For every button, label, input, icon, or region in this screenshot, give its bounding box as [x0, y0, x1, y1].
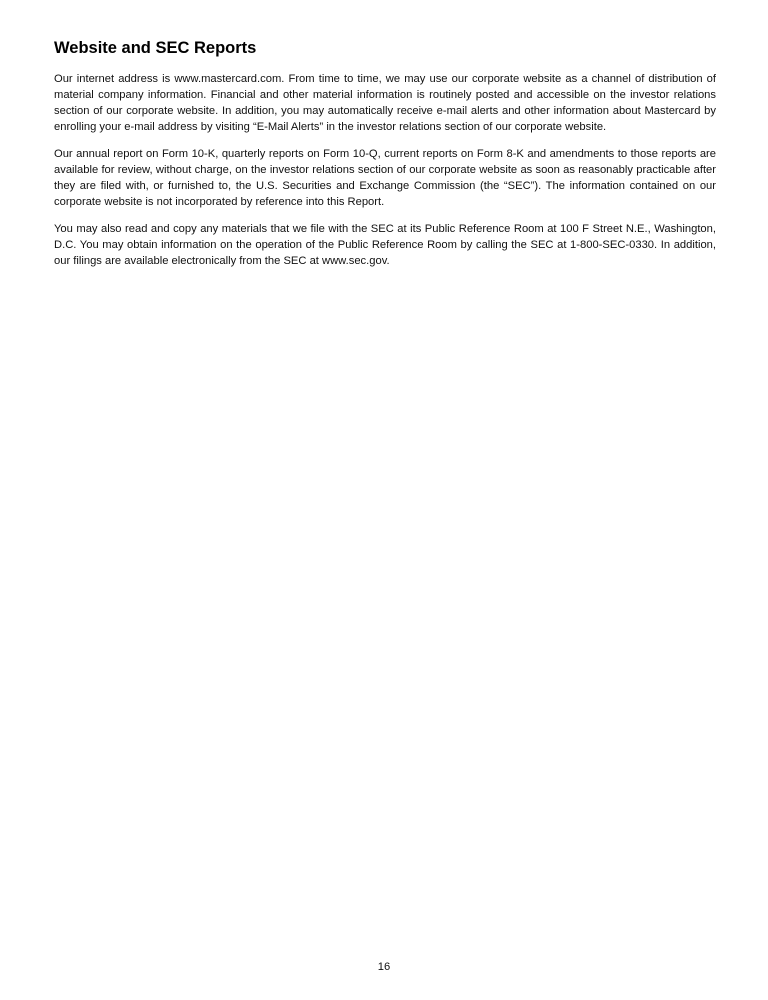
paragraph-public-reference-room: You may also read and copy any materials that we file with the SEC at its Public Reference Room at 100 F Street N.E., Washington, D.C. You may obtain information on the operation of the Public Reference Room by calling the SEC at 1-800-SEC-0330. In addition, our filings are available electronically from the SEC at www.sec.gov.	[54, 223, 716, 267]
page-number: 16	[377, 961, 391, 973]
paragraph-website-info: Our internet address is www.mastercard.com. From time to time, we may use our corporate website as a channel of distribution of material company information. Financial and other material information is routinely posted and accessible on the investor relations section of our corporate website. In addition, you may automatically receive e-mail alerts and other information about Mastercard by enrolling your e-mail address by visiting “E-Mail Alerts” in the investor relations section of our corporate website.	[54, 73, 716, 133]
section-heading: Website and SEC Reports	[54, 39, 257, 57]
document-page	[54, 38, 716, 280]
paragraph-sec-reports-availability: Our annual report on Form 10-K, quarterly reports on Form 10-Q, current reports on Form 8-K and amendments to those reports are available for review, without charge, on the investor relations section of our corporate website as soon as reasonably practicable after they are filed with, or furnished to, the U.S. Securities and Exchange Commission (the “SEC”). The information contained on our corporate website is not incorporated by reference into this Report.	[54, 148, 716, 208]
